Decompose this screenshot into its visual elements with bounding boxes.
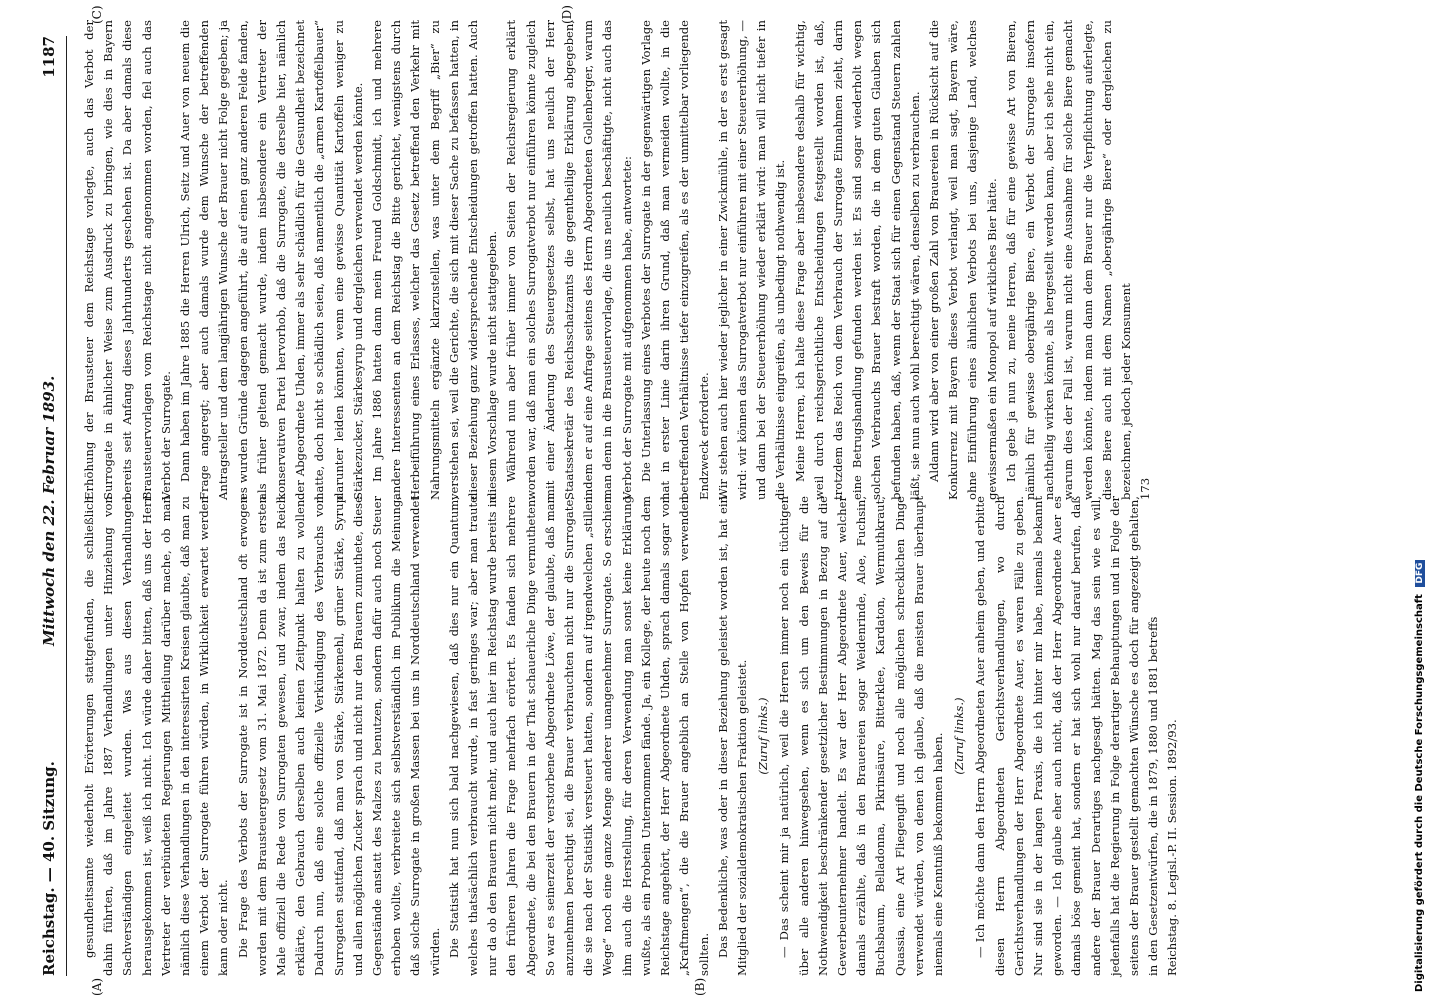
margin-marker-d: (D) (560, 5, 574, 24)
paragraph: Im Jahre 1886 hatten dann mein Freund Goldschmidt, ich und mehrere andere Interessenten an dem Reichstag die Bitte gerichtet, wenigstens durch Herbeiführung eines Erlasses, welcher das Gesetz betreffend den Verkehr mit Nahrungsmitteln ergänzte klarzustellen, was unter dem Begriff „Bier“ zu verstehen sei, weil die Gerichte, die sich mit dieser Sache zu befassen hatten, in dieser Beziehung ganz widersprechende Entscheidungen getroffen hatten. Auch diesem Vorschlage wurde nicht stattgegeben. (370, 20, 500, 500)
paragraph: Wir stehen auch hier wieder jeglicher in einer Zwickmühle, in der es erst gesagt wird: wir können das Surrogatverbot nur einführen mit einer Steuererhöhung, — und dann bei der Steuererhöhung wieder erklärt wird: man will nicht tiefer in die Verhältnisse eingreifen, als unbedingt nothwendig ist. (715, 20, 788, 500)
paragraph: 173 (1138, 477, 1153, 500)
text-column-right (80, 20, 1155, 500)
paragraph: — Ich möchte dann den Herrn Abgeordneten Auer anheim geben, und erbitte diesen Herrn Abgeordneten Gerichtsverhandlungen, wo durch Gerichtsverhandlungen der Herr Abgeordnete Auer, es waren Fälle zu geben. Nur sind sie in der langen Praxis, die ich hinter mir habe, niemals bekannt geworden. — Ich glaube eher auch nicht, daß der Herr Abgeordnete Auer es damals böse gemeint hat, sondern er hat sich wohl nur darauf berufen, daß andere der Brauer Derartiges nachgesagt hätten. Mag das sein wie es will, jedenfalls hat die Regierung in Folge derartiger Behauptungen und in Folge der seitens der Brauer gestellt gemachten Wünsche es doch für angezeigt gehalten, in den Gesetzentwürfen, die in 1879, 1880 und 1881 betreffs (973, 496, 1161, 976)
digitization-credit (1414, 8, 1430, 992)
paragraph: Ich gebe ja nun zu, meine Herren, daß für eine gewisse Art von Bieren, nämlich für gewisse obergährige Biere, ein Verbot der Surrogate insofern nachtheilig wirken könnte, als hergestellt werden kann, aber ich sehe nicht ein, warum dies der Fall ist, warum nicht eine Ausnahme für solche Biere gemacht werden könnte, indem man dann dem Brauer nur die Verpflichtung auferlegte, diese Biere auch mit dem Namen „obergährige Biere“ oder dergleichen zu bezeichnen, jedoch jeder Konsument (1003, 20, 1133, 500)
paragraph: — Das scheint mir ja natürlich, weil die Herren immer noch ein tüchtigen über alle anderen hinwegsehen, wenn es sich um den Beweis für die Nothwendigkeit beschränkender gesetzlicher Bestimmungen in Bezug auf die Gewerbeunternehmer handelt. Es war der Herr Abgeordnete Auer, welcher damals erzählte, daß in den Brauereien sogar Weidenrinde, Aloe, Fuchsin, Buchsbaum, Belladonna, Pikrinsäure, Bitterklee, Kardaton, Wermuthkraut, Quassia, eine Art Fliegengift und noch alle möglichen schrecklichen Dinge verwendet würden, von denen ich glaube, daß die meisten Brauer überhaupt niemals eine Kenntniß bekommen haben. (777, 496, 945, 976)
credit-text: Digitalisierung gefördert durch die Deutsche Forschungsgemeinschaft (1414, 594, 1425, 992)
paragraph: Erhöhung der Brausteuer dem Reichstage vorlegte, auch das Verbot der Surrogate in ähnlicher Weise zum Ausdruck zu bringen, wie dies in Bayern bereits seit Anfang dieses Jahrhunderts geschehen ist. Da aber damals diese Brausteuervorlagen vom Reichstage nicht angenommen worden, fiel auch das Verbot der Surrogate. (82, 20, 173, 500)
paragraph: gesundheitsamte wiederholt Erörterungen stattgefunden, die schließlich dahin führten, daß im Jahre 1887 Verhandlungen unter Hinziehung von Sachverständigen eingeleitet wurden. Was aus diesen Verhandlungen herausgekommen ist, weiß ich nicht. Ich würde daher bitten, daß uns der Herr Vertreter der verbündeten Regierungen Mittheilung darüber mache, ob man nämlich diese Verhandlungen in den interessirten Kreisen glaubte, daß man zu einem Verbot der Surrogate führen würden, in Wirklichkeit erwartet werden kann oder nicht. (82, 496, 231, 976)
margin-marker-b: (B) (693, 977, 707, 996)
paragraph: Während nun aber früher immer von Seiten der Reichsregierung erklärt worden war, daß man ein solches Surrogatverbot nur einführen könnte zugleich mit einer Änderung des Steuergesetzes selbst, hat uns neulich der Herr Staatssekretär des Reichsschatzamts die gegentheilige Erklärung abgegeben, indem er auf eine Anfrage seitens des Herrn Abgeordneten Gollenberger, warum man denn in die Brausteuervorlage, die uns neulich beschäftigte, nicht auch das Verbot der Surrogate mit aufgenommen habe, antwortete: (504, 20, 634, 500)
paragraph: Dann haben im Jahre 1885 die Herren Ulrich, Seitz und Auer von neuem die Frage angeregt; aber auch damals wurde dem Wunsche der betreffenden Antragsteller und dem langjährigen Wunsche der Brauer nicht Folge gegeben; ja es wurden Gründe dagegen angeführt, die auf einen ganz anderen Felde fanden, als früher geltend gemacht wurde, indem insbesondere ein Vertreter der konservativen Partei hervorhob, daß die Surrogate, die derselbe hier, nämlich der Abgeordnete Uhden, immer als sehr schädlich für die Gesundheit bezeichnet hatte, doch nicht so schädlich seien, daß namentlich die „armen Kartoffelbauer“ darunter leiden könnten, wenn eine gewisse Quantität Kartoffeln weniger zu Stärkezucker, Stärkesyrup und dergleichen verwendet werden könnte. (178, 20, 365, 500)
paragraph: Die Statistik hat nun sich bald nachgewiesen, daß dies nur ein Quantum, welches thatsächlich verbraucht wurde, in fast geringes war; aber man traute nur da ob den Brauern nicht mehr, und auch hier im Reichstag wurde bereits in den früheren Jahren die Frage mehrfach erörtert. Es fanden sich mehrere Abgeordnete, die bei den Brauern in der That schauerliche Dinge vermutheten. So war es seinerzeit der verstorbene Abgeordnete Löwe, der glaubte, daß man anzunehmen berechtigt sei, die Brauer verbrauchten nicht nur die Surrogate, die sie nach der Statistik versteuert hatten, sondern auf irgendwelchen „stillen Wege“ noch eine ganze Menge anderer unangenehmer Surrogate. So erschien ihm auch die Herstellung, für deren Verwendung man sonst keine Erklärung wußte, als ein Probein Unternommen fände. Ja, ein Kollege, der heute noch dem Reichstage angehört, der Herr Abgeordnete Uhden, sprach damals sogar von „Kraftmengen“, die die Brauer angeblich an Stelle von Hopfen verwenden sollten. (446, 496, 711, 976)
header-date: Mittwoch den 22. Februar 1893. (40, 375, 58, 646)
header-left: Reichstag. — 40. Sitzung. (40, 761, 58, 976)
margin-marker-c: (C) (90, 5, 104, 24)
paragraph: Meine Herren, ich halte diese Frage aber insbesondere deshalb für wichtig, weil durch reichsgerichtliche Entscheidungen festgestellt worden ist, daß, trotzdem das Reich von dem Verbrauch der Surrogate Einnahmen zieht, darin eine Betrugshandlung gefunden werden ist. Es sind sogar wiederholt wegen solchen Verbrauchs Brauer bestraft worden, die in dem guten Glauben sich befunden haben, daß, wenn der Staat sich für einen Gegenstand Steuern zahlen läßt, sie nun auch wohl berechtigt wären, denselben zu verbrauchen. (792, 20, 922, 500)
paragraph: Das Bedenkliche, was oder in dieser Beziehung geleistet worden ist, hat ein Mitglied der sozialdemokratischen Fraktion geleistet. (715, 496, 749, 976)
header-rule (66, 36, 67, 976)
page-number: 1187 (40, 36, 58, 78)
margin-marker-a: (A) (90, 977, 104, 996)
interjection: (Zuruf links.) (756, 697, 771, 775)
paragraph: Reichstag. 8. Legisl.-P. II. Session. 1892/93. (1165, 719, 1180, 976)
paragraph: Aldann wird aber von einer großen Zahl von Brauereien in Rücksicht auf die Konkurrenz mit Bayern dieses Verbot verlangt, weil man sagt, Bayern wäre, ohne Einführung eines ähnlichen Verbots bei uns, dasjenige Land, welches gewissermaßen ein Monopol auf wirkliches Bier hätte. (926, 20, 999, 500)
paragraph: Die Unterlassung eines Verbotes der Surrogate in der gegenwärtigen Vorlage hat in erster Linie darin ihren Grund, daß man vermeiden wollte, in die betreffenden Verhältnisse tiefer einzugreifen, als es der unmittelbar vorliegende Endzweck erforderte. (638, 20, 711, 500)
dfg-logo: DFG (1415, 560, 1425, 587)
page-header (34, 36, 74, 976)
paragraph: Die Frage des Verbots der Surrogate ist in Norddeutschland oft erwogen worden mit dem Brausteuergesetz vom 31. Mai 1872. Denn da ist zum ersten Male offiziell die Rede von Surrogaten gewesen, und zwar, indem das Reich erklärte, den Gebrauch derselben auch keinen Zeitpunkt halten zu wollen. Dadurch nun, daß eine solche offizielle Verkündigung des Verbrauchs von Surrogaten stattfand, daß man von Stärke, Stärkemehl, grüner Stärke, Syrup und allen möglichen Zucker sprach und nicht nur den Brauern zumuthete, diese Gegenstände anstatt des Malzes zu benutzen, sondern dafür auch noch Steuer erhoben wollte, verbreitete sich selbstverständlich im Publikum die Meinung, daß solche Surrogate in großen Massen bei uns in Norddeutschland verwendet würden. (235, 496, 442, 976)
interjection: (Zuruf links.) (952, 697, 967, 775)
text-column-left (80, 496, 1183, 976)
